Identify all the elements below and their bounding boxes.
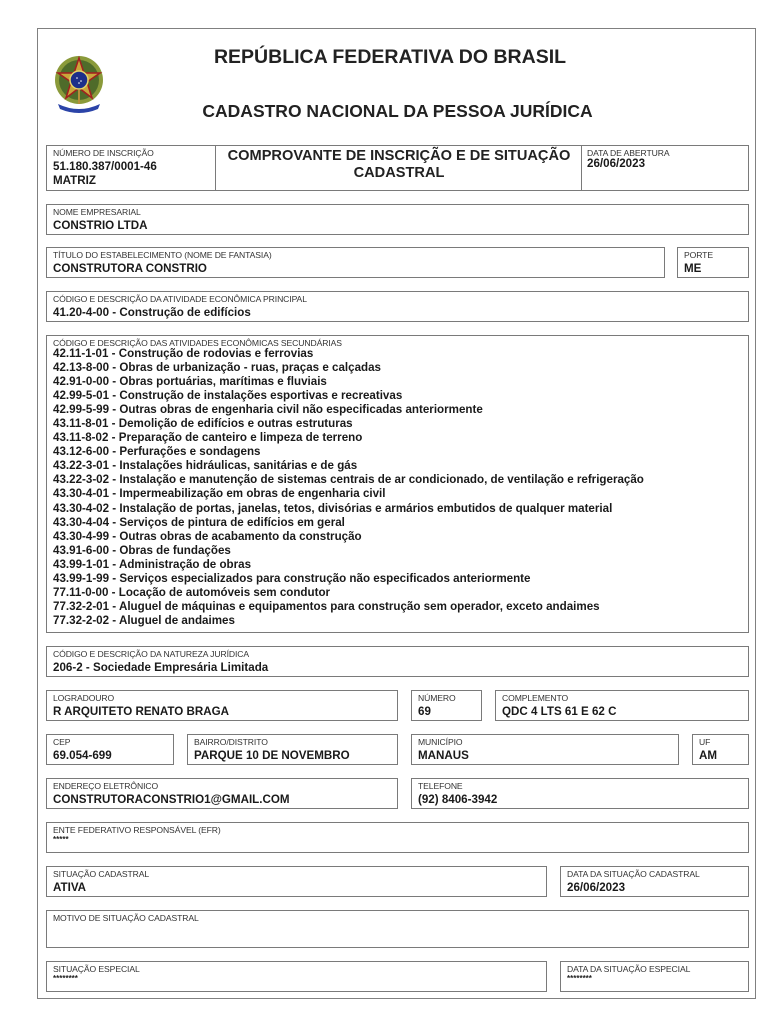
list-item: 77.11-0-00 - Locação de automóveis sem condutor <box>53 585 331 599</box>
complement-value: QDC 4 LTS 61 E 62 C <box>502 705 617 718</box>
list-item: 42.99-5-01 - Construção de instalações esportivas e recreativas <box>53 389 403 403</box>
state-field <box>692 734 749 765</box>
number-value: 69 <box>418 705 431 718</box>
inscription-row <box>46 145 749 191</box>
registry-header: CADASTRO NACIONAL DA PESSOA JURÍDICA <box>202 101 593 121</box>
secondary-activities-list <box>53 347 644 628</box>
size-field <box>677 247 749 278</box>
email-label: ENDEREÇO ELETRÔNICO <box>53 781 159 791</box>
complement-label: COMPLEMENTO <box>502 693 569 703</box>
list-item: 42.99-5-99 - Outras obras de engenharia civil não especificadas anteriormente <box>53 403 483 417</box>
list-item: 43.22-3-01 - Instalações hidráulicas, sanitárias e de gás <box>53 459 358 473</box>
list-item: 43.30-4-99 - Outras obras de acabamento da construção <box>53 529 362 543</box>
list-item: 43.91-6-00 - Obras de fundações <box>53 543 231 557</box>
main-activity-field <box>46 291 749 322</box>
company-name-value: CONSTRIO LTDA <box>53 219 148 232</box>
list-item: 43.30-4-01 - Impermeabilização em obras de engenharia civil <box>53 487 386 501</box>
special-status-date-value: ******** <box>567 974 592 983</box>
establishment-type: MATRIZ <box>53 174 96 187</box>
list-item: 42.91-0-00 - Obras portuárias, marítimas e fluviais <box>53 375 327 389</box>
city-label: MUNICÍPIO <box>418 737 463 747</box>
registration-status-field <box>46 866 547 897</box>
efr-label: ENTE FEDERATIVO RESPONSÁVEL (EFR) <box>53 825 221 835</box>
status-reason-label: MOTIVO DE SITUAÇÃO CADASTRAL <box>53 913 199 923</box>
number-label: NÚMERO <box>418 693 456 703</box>
postal-code-field <box>46 734 174 765</box>
phone-value: (92) 8406-3942 <box>418 793 498 806</box>
special-status-label: SITUAÇÃO ESPECIAL <box>53 964 140 974</box>
company-name-label: NOME EMPRESARIAL <box>53 207 141 217</box>
list-item: 43.22-3-02 - Instalação e manutenção de sistemas centrais de ar condicionado, de ventilação e refrigeração <box>53 473 644 487</box>
size-value: ME <box>684 262 702 275</box>
trade-name-label: TÍTULO DO ESTABELECIMENTO (NOME DE FANTASIA) <box>53 250 272 260</box>
street-value: R ARQUITETO RENATO BRAGA <box>53 705 230 718</box>
district-label: BAIRRO/DISTRITO <box>194 737 268 747</box>
cnpj-value: 51.180.387/0001-46 <box>53 160 157 173</box>
postal-code-label: CEP <box>53 737 71 747</box>
list-item: 43.99-1-99 - Serviços especializados para construção não especificados anteriormente <box>53 571 531 585</box>
status-reason-field <box>46 910 749 948</box>
city-field <box>411 734 679 765</box>
legal-nature-field <box>46 646 749 677</box>
list-item: 43.99-1-01 - Administração de obras <box>53 557 252 571</box>
phone-label: TELEFONE <box>418 781 463 791</box>
secondary-activities-label: CÓDIGO E DESCRIÇÃO DAS ATIVIDADES ECONÔMICAS SECUNDÁRIAS <box>53 338 342 348</box>
main-activity-label: CÓDIGO E DESCRIÇÃO DA ATIVIDADE ECONÔMICA PRINCIPAL <box>53 294 307 304</box>
special-status-value: ******** <box>53 974 78 983</box>
phone-field <box>411 778 749 809</box>
column-divider <box>581 146 582 190</box>
special-status-date-label: DATA DA SITUAÇÃO ESPECIAL <box>567 964 691 974</box>
trade-name-field <box>46 247 665 278</box>
status-date-label: DATA DA SITUAÇÃO CADASTRAL <box>567 869 700 879</box>
column-divider <box>215 146 216 190</box>
opening-date-value: 26/06/2023 <box>587 157 646 170</box>
street-field <box>46 690 398 721</box>
efr-field <box>46 822 749 853</box>
state-label: UF <box>699 737 711 747</box>
registration-status-label: SITUAÇÃO CADASTRAL <box>53 869 150 879</box>
secondary-activities-field <box>46 335 749 633</box>
document-title-line1: COMPROVANTE DE INSCRIÇÃO E DE SITUAÇÃO <box>227 148 571 164</box>
number-field <box>411 690 482 721</box>
list-item: 43.12-6-00 - Perfurações e sondagens <box>53 445 261 459</box>
email-field <box>46 778 398 809</box>
registration-status-value: ATIVA <box>53 881 87 894</box>
complement-field <box>495 690 749 721</box>
legal-nature-label: CÓDIGO E DESCRIÇÃO DA NATUREZA JURÍDICA <box>53 649 250 659</box>
special-status-date-field <box>560 961 749 992</box>
status-date-value: 26/06/2023 <box>567 881 626 894</box>
list-item: 42.11-1-01 - Construção de rodovias e ferrovias <box>53 347 314 360</box>
list-item: 42.13-8-00 - Obras de urbanização - ruas, praças e calçadas <box>53 361 382 375</box>
district-field <box>187 734 398 765</box>
document-title-line2: CADASTRAL <box>353 165 445 181</box>
inscription-label: NÚMERO DE INSCRIÇÃO <box>53 148 154 158</box>
email-value: CONSTRUTORACONSTRIO1@GMAIL.COM <box>53 793 290 806</box>
size-label: PORTE <box>684 250 713 260</box>
district-value: PARQUE 10 DE NOVEMBRO <box>194 749 350 762</box>
list-item: 43.11-8-01 - Demolição de edifícios e outras estruturas <box>53 417 353 431</box>
list-item: 77.32-2-01 - Aluguel de máquinas e equipamentos para construção sem operador, exceto andaimes <box>53 599 600 613</box>
opening-date-label: DATA DE ABERTURA <box>587 148 670 158</box>
legal-nature-value: 206-2 - Sociedade Empresária Limitada <box>53 661 269 674</box>
list-item: 43.30-4-02 - Instalação de portas, janelas, tetos, divisórias e armários embutidos de qualquer material <box>53 501 613 515</box>
document-title <box>217 148 581 182</box>
trade-name-value: CONSTRUTORA CONSTRIO <box>53 262 207 275</box>
efr-value: ***** <box>53 835 69 844</box>
list-item: 43.30-4-04 - Serviços de pintura de edifícios em geral <box>53 515 345 529</box>
postal-code-value: 69.054-699 <box>53 749 112 762</box>
state-value: AM <box>699 749 718 762</box>
list-item: 43.11-8-02 - Preparação de canteiro e limpeza de terreno <box>53 431 363 445</box>
status-date-field <box>560 866 749 897</box>
list-item: 77.32-2-02 - Aluguel de andaimes <box>53 613 235 627</box>
main-activity-value: 41.20-4-00 - Construção de edifícios <box>53 306 251 319</box>
country-header: REPÚBLICA FEDERATIVA DO BRASIL <box>213 46 567 68</box>
special-status-field <box>46 961 547 992</box>
company-name-field <box>46 204 749 235</box>
street-label: LOGRADOURO <box>53 693 115 703</box>
city-value: MANAUS <box>418 749 469 762</box>
